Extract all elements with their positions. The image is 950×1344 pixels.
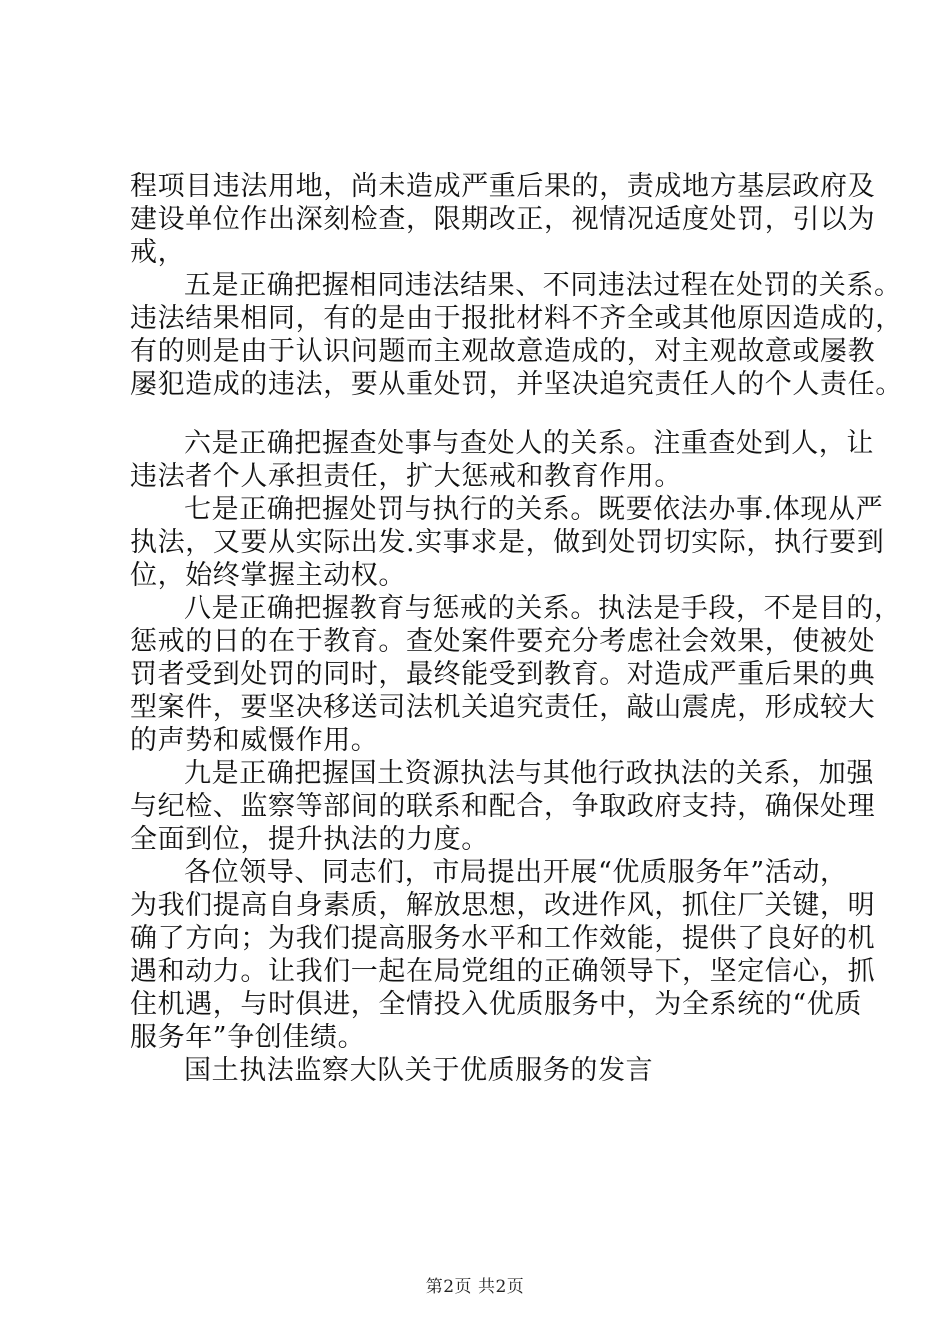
paragraph-start-line: 八是正确把握教育与惩戒的关系。执法是手段，不是目的，: [184, 593, 902, 624]
text-line: 建设单位作出深刻检查，限期改正，视情况适度处罚，引以为: [130, 204, 876, 235]
text-line: 为我们提高自身素质，解放思想，改进作风，抓住厂关键，明: [130, 890, 876, 921]
text-line: 违法结果相同，有的是由于报批材料不齐全或其他原因造成的，: [130, 303, 903, 334]
page-number-footer: 第2页 共2页: [425, 1277, 525, 1297]
paragraph-start-line: 七是正确把握处罚与执行的关系。既要依法办事.体现从严: [184, 494, 884, 525]
text-line: 确了方向；为我们提高服务水平和工作效能，提供了良好的机: [130, 923, 876, 954]
paragraph-gap: [130, 401, 830, 427]
text-line: 与纪检、监察等部间的联系和配合，争取政府支持，确保处理: [130, 791, 876, 822]
text-line: 执法，又要从实际出发.实事求是，做到处罚切实际，执行要到: [130, 527, 885, 558]
text-line: 戒，: [130, 237, 186, 268]
text-line: 屡犯造成的违法，要从重处罚，并坚决追究责任人的个人责任。: [130, 369, 903, 400]
text-line: 有的则是由于认识问题而主观故意造成的，对主观故意或屡教: [130, 336, 876, 367]
document-title-line: 国土执法监察大队关于优质服务的发言: [184, 1055, 654, 1086]
paragraph-start-line: 五是正确把握相同违法结果、不同违法过程在处罚的关系。: [184, 270, 902, 301]
text-line: 惩戒的日的在于教育。查处案件要充分考虑社会效果，使被处: [130, 626, 876, 657]
text-line: 型案件，要坚决移送司法机关追究责任，敲山震虎，形成较大: [130, 692, 876, 723]
text-line: 违法者个人承担责任，扩大惩戒和教育作用。: [130, 461, 682, 492]
text-line: 位，始终掌握主动权。: [130, 560, 406, 591]
paragraph-start-line: 九是正确把握国土资源执法与其他行政执法的关系，加强: [184, 758, 874, 789]
text-line: 的声势和威慑作用。: [130, 725, 379, 756]
text-line: 全面到位，提升执法的力度。: [130, 824, 489, 855]
text-line: 住机遇，与时俱进，全情投入优质服务中，为全系统的“优质: [130, 989, 863, 1020]
text-line: 遇和动力。让我们一起在局党组的正确领导下，坚定信心，抓: [130, 956, 876, 987]
paragraph-start-line: 各位领导、同志们，市局提出开展“优质服务年”活动，: [184, 857, 848, 888]
text-line: 程项目违法用地，尚未造成严重后果的，责成地方基层政府及: [130, 171, 876, 202]
document-body: [130, 170, 903, 1087]
text-line: 罚者受到处罚的同时，最终能受到教育。对造成严重后果的典: [130, 659, 876, 690]
paragraph-start-line: 六是正确把握查处事与查处人的关系。注重查处到人，让: [184, 428, 874, 459]
text-line: 服务年”争创佳绩。: [130, 1022, 366, 1053]
